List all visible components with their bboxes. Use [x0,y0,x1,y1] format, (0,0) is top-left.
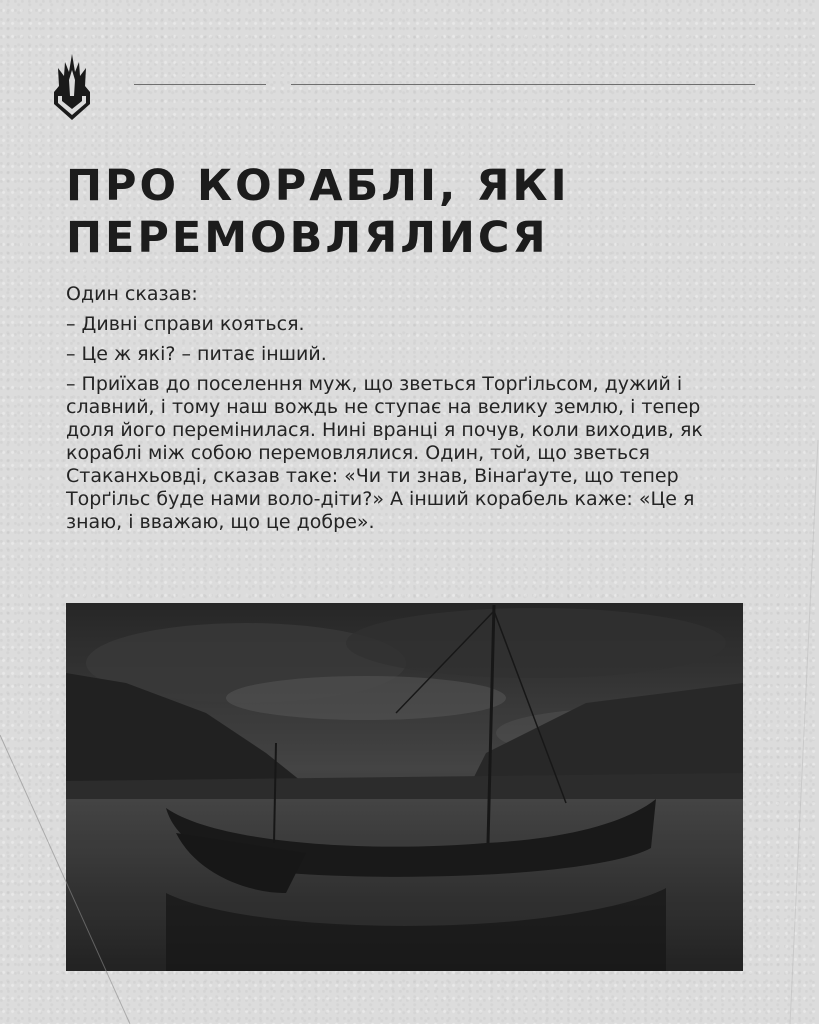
header-divider-right [291,84,755,85]
story-paragraph: – Приїхав до поселення муж, що зветься Торґільсом, дужий і славний, і тому наш вождь не ступає на велику землю, і тепер доля його перемінилася. Нині вранці я почув, коли виходив, як кораблі між собою перемовлялися. Один, той, що зветься Стаканхьовді, сказав таке: «Чи ти знав, Вінаґауте, що тепер Торґільс буде нами воло-діти?» А інший корабель каже: «Це я знаю, і вважаю, що це добре». [66,373,703,533]
story-paragraph: – Дивні справи кояться. [66,313,305,335]
title-line-1: ПРО КОРАБЛІ, ЯКІ [66,161,570,211]
story-paragraph: Один сказав: [66,283,198,305]
story-paragraph: – Це ж які? – питає інший. [66,343,327,365]
page-title [66,160,766,264]
header-divider-left [134,84,266,85]
trident-flame-emblem-icon [52,52,92,122]
viking-longships-on-fjord-image [66,603,743,971]
title-line-2: ПЕРЕМОВЛЯЛИСЯ [66,213,549,263]
story-text [66,283,746,534]
